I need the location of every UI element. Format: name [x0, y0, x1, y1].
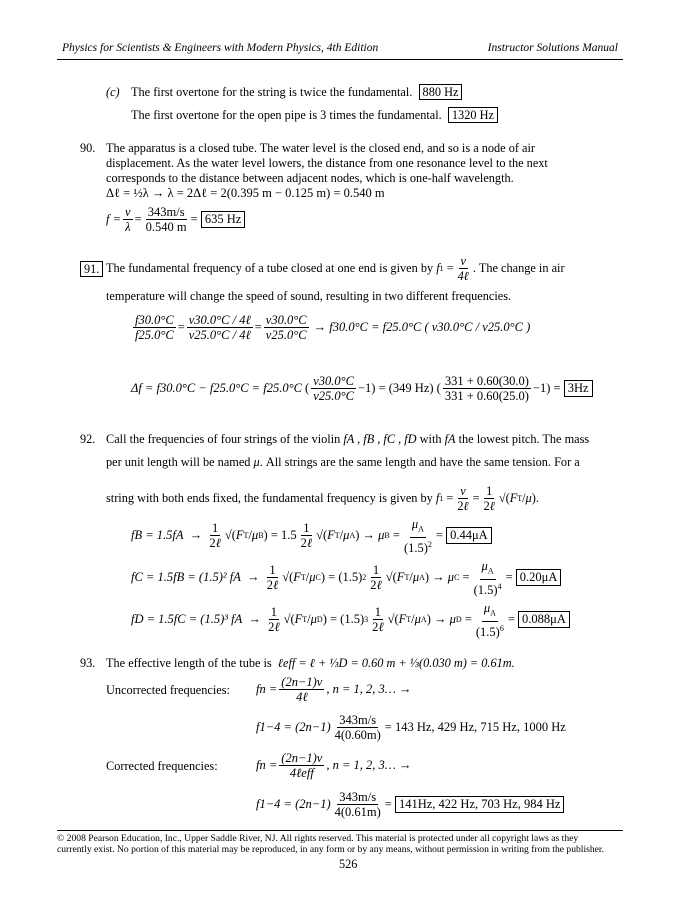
- header-rule: [57, 59, 623, 60]
- equation: fB = 1.5fA → $\frac{1}{\text{2ℓ}}$ √( F T / μ B ) = 1.5 $\frac{1}{\text{2ℓ}}$ √( F T / μ A ) → μ B = $\frac{\mu_A}{(1.5)^2}$ = 0.44μA: [131, 517, 492, 555]
- answer-box: 0.44μA: [446, 527, 492, 544]
- equation: Δf = f30.0°C − f25.0°C = f25.0°C ( $\frac{v30.0^\circ C}{v25.0^\circ C}$ −1) = (349 Hz) ( $\frac{331 + 0.60(30.0)}{331 + 0.60(25.0)}$ −1) = 3Hz: [131, 374, 593, 403]
- answer-box: 635 Hz: [201, 211, 245, 228]
- problem-90-text: The apparatus is a closed tube. The water level is the closed end, and so is a node of air: [106, 141, 535, 155]
- equation: fn = $\frac{(2n-1)v}{\text{4ℓeff}}$ , n = 1, 2, 3… →: [256, 751, 412, 780]
- problem-92-number: 92.: [80, 432, 96, 446]
- header-right: Instructor Solutions Manual: [487, 42, 618, 54]
- problem-93-number: 93.: [80, 656, 96, 670]
- problem-92-text: Call the frequencies of four strings of the violin fA , fB , fC , fD with fA the lowest pitch. The mass: [106, 432, 590, 446]
- equation: f1−4 = (2n−1) $\frac{343m/s}{4(0.61m)}$ = 141Hz, 422 Hz, 703 Hz, 984 Hz: [256, 790, 564, 819]
- answer-box: 1320 Hz: [448, 107, 498, 123]
- answer-box: 3Hz: [564, 380, 593, 397]
- problem-91-number: 91.: [80, 262, 103, 277]
- part-c-line2: The first overtone for the open pipe is 3 times the fundamental. 1320 Hz: [131, 108, 498, 123]
- problem-91-text: temperature will change the speed of sound, resulting in two different frequencies.: [106, 289, 512, 303]
- equation: $\frac{f30.0^\circ C}{f25.0^\circ C}$ = $\frac{\text{v30.0°C / 4ℓ}}{\text{v25.0°C / 4ℓ}}$ = $\frac{v30.0^\circ C}{v25.0^\circ C}$ → f30.0°C = f25.0°C ( v30.0°C / v25.0°C ): [135, 313, 531, 342]
- problem-92-text: per unit length will be named μ. All strings are the same length and have the same tension. For a: [106, 455, 580, 469]
- page-number: 526: [339, 857, 358, 871]
- uncorrected-label: Uncorrected frequencies:: [106, 683, 230, 697]
- problem-90-text: corresponds to the distance between adjacent nodes, which is one-half wavelength.: [106, 171, 514, 185]
- answer-box: 0.20μA: [516, 569, 562, 586]
- corrected-label: Corrected frequencies:: [106, 759, 218, 773]
- copyright-line: © 2008 Pearson Education, Inc., Upper Saddle River, NJ. All rights reserved. This material is protected under all copyright laws as they: [57, 833, 579, 844]
- footer-rule: [57, 830, 623, 831]
- problem-92-text: string with both ends fixed, the fundamental frequency is given by f 1 = $\frac{v}{\text{2ℓ}}$ = $\frac{1}{\text{2ℓ}}$ √( F T / μ ).: [106, 484, 539, 513]
- answer-box: 141Hz, 422 Hz, 703 Hz, 984 Hz: [395, 796, 564, 813]
- copyright-line: currently exist. No portion of this material may be reproduced, in any form or by any means, without permission in writing from the publisher.: [57, 844, 604, 855]
- problem-91-text: The fundamental frequency of a tube closed at one end is given by f 1 = $\frac{v}{\text{4ℓ}}$ . The change in air: [106, 254, 565, 283]
- equation: fn = $\frac{(2n-1)v}{\text{4ℓ}}$ , n = 1, 2, 3… →: [256, 675, 412, 704]
- problem-90-number: 90.: [80, 141, 96, 155]
- equation: fD = 1.5fC = (1.5)³ fA → $\frac{1}{\text{2ℓ}}$ √( F T / μ D ) = (1.5) 3 $\frac{1}{\text{2ℓ}}$ √( F T / μ A ) → μ D = $\frac{\mu_A}{(1.5)^6}$ = 0.088μA: [131, 601, 570, 639]
- part-c-line1: The first overtone for the string is twice the fundamental. 880 Hz: [131, 85, 462, 100]
- equation: f = $\frac{v}{\lambda}$ = $\frac{343m/s}{0.540 m}$ = 635 Hz: [106, 205, 245, 234]
- answer-box: 0.088μA: [518, 611, 570, 628]
- equation: fC = 1.5fB = (1.5)² fA → $\frac{1}{\text{2ℓ}}$ √( F T / μ C ) = (1.5) 2 $\frac{1}{\text{2ℓ}}$ √( F T / μ A ) → μ C = $\frac{\mu_A}{(1.5)^4}$ = 0.20μA: [131, 559, 561, 597]
- equation: f1−4 = (2n−1) $\frac{343m/s}{4(0.60m)}$ = 143 Hz, 429 Hz, 715 Hz, 1000 Hz: [256, 713, 566, 742]
- answer-box: 880 Hz: [419, 84, 463, 100]
- problem-90-text: displacement. As the water level lowers, the distance from one resonance level to the next: [106, 156, 548, 170]
- part-c-label: (c): [106, 85, 120, 99]
- problem-93-text: The effective length of the tube is ℓeff = ℓ + ⅓D = 0.60 m + ⅓(0.030 m) = 0.61m.: [106, 656, 515, 670]
- equation: Δℓ = ½λ → λ = 2Δℓ = 2(0.395 m − 0.125 m) = 0.540 m: [106, 186, 385, 200]
- header-left: Physics for Scientists & Engineers with Modern Physics, 4th Edition: [62, 42, 379, 54]
